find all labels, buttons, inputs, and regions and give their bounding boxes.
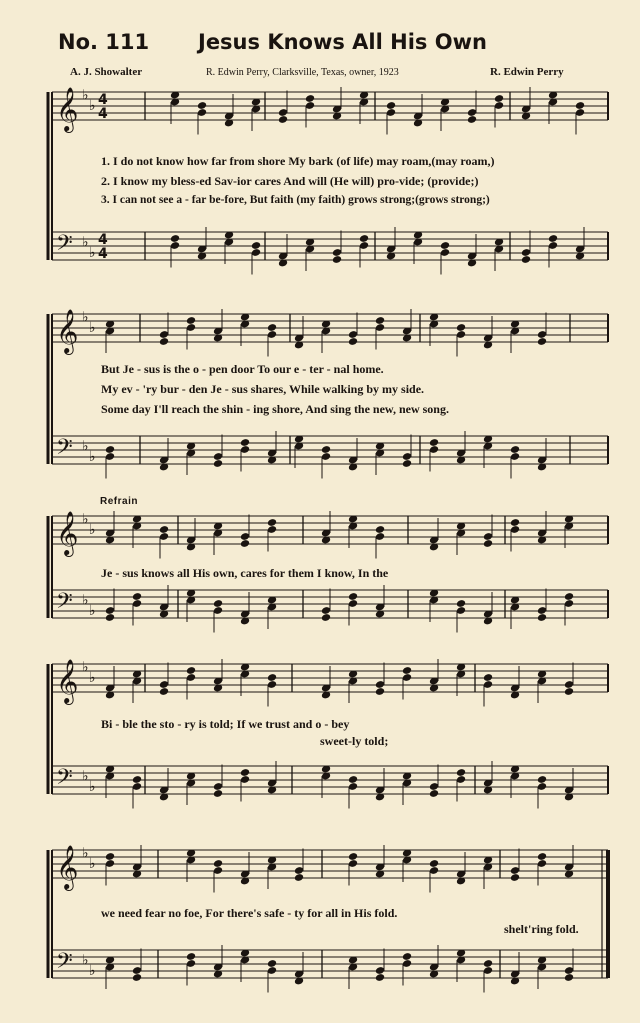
note-head xyxy=(186,316,196,325)
flat-icon: ♭ xyxy=(89,603,96,619)
note-head xyxy=(240,539,250,548)
note-head xyxy=(521,255,531,264)
note-head xyxy=(456,768,466,777)
music-credit: R. Edwin Perry xyxy=(490,66,564,78)
note-head xyxy=(267,518,277,527)
hymn-title: Jesus Knows All His Own xyxy=(198,30,487,54)
note-head xyxy=(348,592,358,601)
flat-icon: ♭ xyxy=(89,779,96,795)
note-head xyxy=(213,859,223,868)
hymn-number: No. 111 xyxy=(58,30,150,54)
note-head xyxy=(440,241,450,250)
verse-3-line-2: Some day I'll reach the shin - ing shore, And sing the new, new song. xyxy=(101,402,449,416)
flat-icon: ♭ xyxy=(82,952,89,969)
bass-clef-icon: 𝄢 xyxy=(56,765,73,795)
flat-icon: ♭ xyxy=(89,522,96,538)
note-head xyxy=(321,445,331,454)
flat-icon: ♭ xyxy=(82,87,89,104)
note-head xyxy=(537,852,547,861)
refrain-label: Refrain xyxy=(100,496,138,507)
note-head xyxy=(510,445,520,454)
note-head xyxy=(332,255,342,264)
flat-icon: ♭ xyxy=(82,309,89,326)
flat-icon: ♭ xyxy=(82,438,89,455)
flat-icon: ♭ xyxy=(89,963,96,979)
note-head xyxy=(267,959,277,968)
treble-clef-icon: 𝄞 xyxy=(56,511,79,555)
note-head xyxy=(132,592,142,601)
note-head xyxy=(510,873,520,882)
note-head xyxy=(375,687,385,696)
verse-1-line-2: But Je - sus is the o - pen door To our e - ter - nal home. xyxy=(101,362,384,376)
note-head xyxy=(348,775,358,784)
refrain-line-2: Bi - ble the sto - ry is told; If we trust and o - bey xyxy=(101,717,350,731)
refrain-line-3: we need fear no foe, For there's safe - ty for all in His fold. xyxy=(101,906,398,920)
note-head xyxy=(213,599,223,608)
flat-icon: ♭ xyxy=(82,592,89,609)
note-head xyxy=(537,337,547,346)
bass-clef-icon: 𝄢 xyxy=(56,231,73,261)
note-head xyxy=(575,101,585,110)
treble-clef-icon: 𝄞 xyxy=(56,87,79,131)
note-head xyxy=(359,234,369,243)
note-head xyxy=(564,592,574,601)
bass-clef-icon: 𝄢 xyxy=(56,589,73,619)
time-signature: 4 xyxy=(98,106,108,122)
flat-icon: ♭ xyxy=(89,449,96,465)
time-signature: 4 xyxy=(98,232,108,248)
verse-3-line-1: 3. I can not see a - far be-fore, But faith (my faith) grows strong;(grows strong;) xyxy=(101,194,490,206)
note-head xyxy=(510,518,520,527)
note-head xyxy=(456,323,466,332)
note-head xyxy=(213,789,223,798)
treble-clef-icon: 𝄞 xyxy=(56,659,79,703)
note-head xyxy=(321,613,331,622)
verse-2-line-1: 2. I know my bless-ed Sav-ior cares And will (He will) pro-vide; (provide;) xyxy=(101,174,479,188)
note-head xyxy=(267,673,277,682)
note-head xyxy=(483,673,493,682)
flat-icon: ♭ xyxy=(82,845,89,862)
note-head xyxy=(105,445,115,454)
note-head xyxy=(375,316,385,325)
note-head xyxy=(267,323,277,332)
treble-clef-icon: 𝄞 xyxy=(56,309,79,353)
note-head xyxy=(348,852,358,861)
bass-clef-icon: 𝄢 xyxy=(56,435,73,465)
note-head xyxy=(375,973,385,982)
note-head xyxy=(240,768,250,777)
words-credit: A. J. Showalter xyxy=(70,66,143,78)
flat-icon: ♭ xyxy=(89,320,96,336)
note-head xyxy=(494,94,504,103)
note-head xyxy=(132,973,142,982)
flat-icon: ♭ xyxy=(82,768,89,785)
note-head xyxy=(375,525,385,534)
note-head xyxy=(213,459,223,468)
note-head xyxy=(402,952,412,961)
note-head xyxy=(294,873,304,882)
flat-icon: ♭ xyxy=(82,659,89,676)
note-head xyxy=(456,599,466,608)
flat-icon: ♭ xyxy=(89,670,96,686)
note-head xyxy=(105,852,115,861)
note-head xyxy=(402,666,412,675)
note-head xyxy=(186,952,196,961)
note-head xyxy=(305,94,315,103)
note-head xyxy=(348,337,358,346)
note-head xyxy=(483,539,493,548)
note-head xyxy=(483,959,493,968)
flat-icon: ♭ xyxy=(82,234,89,251)
copyright-notice: R. Edwin Perry, Clarksville, Texas, owner, 1923 xyxy=(206,67,399,78)
note-head xyxy=(240,438,250,447)
note-head xyxy=(197,101,207,110)
note-head xyxy=(132,775,142,784)
note-head xyxy=(159,525,169,534)
time-signature: 4 xyxy=(98,246,108,262)
flat-icon: ♭ xyxy=(89,245,96,261)
note-head xyxy=(537,613,547,622)
note-head xyxy=(564,973,574,982)
note-head xyxy=(548,234,558,243)
note-head xyxy=(159,337,169,346)
treble-clef-icon: 𝄞 xyxy=(56,845,79,889)
note-head xyxy=(429,438,439,447)
flat-icon: ♭ xyxy=(89,856,96,872)
note-head xyxy=(386,101,396,110)
note-head xyxy=(429,789,439,798)
note-head xyxy=(251,241,261,250)
note-head xyxy=(159,687,169,696)
note-head xyxy=(170,234,180,243)
note-head xyxy=(105,613,115,622)
verse-2-line-2: My ev - 'ry bur - den Je - sus shares, While walking by my side. xyxy=(101,382,425,396)
verse-1-line-1: 1. I do not know how far from shore My bark (of life) may roam,(may roam,) xyxy=(101,154,495,168)
flat-icon: ♭ xyxy=(89,98,96,114)
note-head xyxy=(402,459,412,468)
note-head xyxy=(186,666,196,675)
time-signature: 4 xyxy=(98,92,108,108)
note-head xyxy=(537,775,547,784)
refrain-line-2-alt: sweet-ly told; xyxy=(320,734,389,748)
note-head xyxy=(564,687,574,696)
refrain-line-1: Je - sus knows all His own, cares for them I know, In the xyxy=(101,566,389,580)
note-head xyxy=(467,115,477,124)
note-head xyxy=(278,115,288,124)
note-head xyxy=(429,859,439,868)
refrain-line-3-alt: shelt'ring fold. xyxy=(504,922,579,936)
bass-clef-icon: 𝄢 xyxy=(56,949,73,979)
flat-icon: ♭ xyxy=(82,511,89,528)
